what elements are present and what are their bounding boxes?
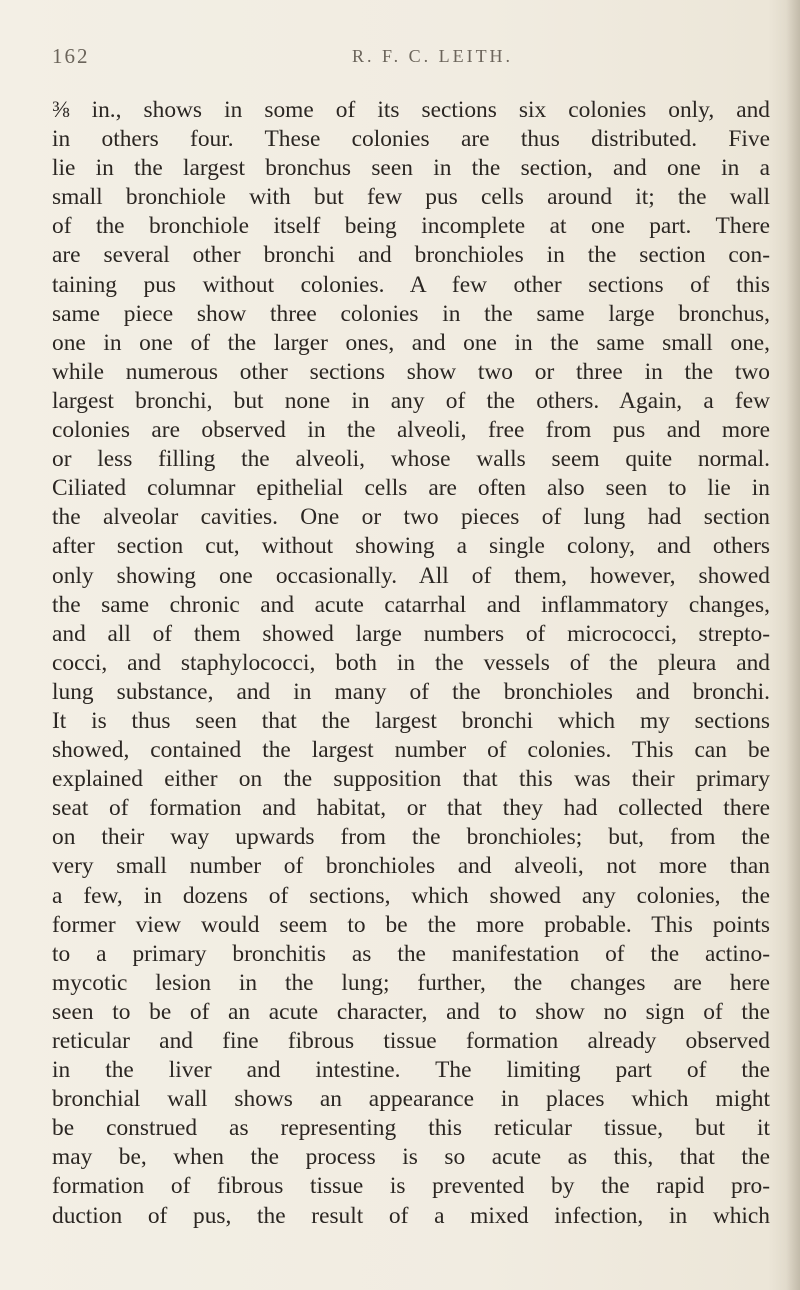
text-line: and all of them showed large numbers of micrococci, strepto- bbox=[52, 620, 770, 647]
text-line: duction of pus, the result of a mixed infection, in which bbox=[52, 1202, 770, 1229]
text-line: reticular and fine fibrous tissue formation already observed bbox=[52, 1028, 770, 1054]
text-line: ⅜ in., shows in some of its sections six colonies only, and bbox=[52, 97, 770, 123]
text-line: colonies are observed in the alveoli, free from pus and more bbox=[52, 417, 770, 444]
text-line: largest bronchi, but none in any of the others. Again, a few bbox=[52, 387, 770, 414]
text-line: of the bronchiole itself being incomplete at one part. There bbox=[52, 213, 770, 240]
text-line: formation of fibrous tissue is prevented by the rapid pro- bbox=[52, 1173, 770, 1200]
text-line: are several other bronchi and bronchioles in the section con- bbox=[52, 242, 770, 269]
text-line: taining pus without colonies. A few other sections of this bbox=[52, 271, 770, 298]
text-line: one in one of the larger ones, and one in the same small one, bbox=[52, 329, 770, 356]
text-line: former view would seem to be the more probable. This points bbox=[52, 911, 770, 938]
text-line: while numerous other sections show two or three in the two bbox=[52, 358, 770, 385]
text-line: the alveolar cavities. One or two pieces of lung had section bbox=[52, 504, 770, 531]
text-line: showed, contained the largest number of colonies. This can be bbox=[52, 737, 770, 764]
text-line: on their way upwards from the bronchioles; but, from the bbox=[52, 824, 770, 851]
text-line: Ciliated columnar epithelial cells are often also seen to lie in bbox=[52, 475, 770, 502]
text-line: It is thus seen that the largest bronchi which my sections bbox=[52, 707, 770, 734]
text-line: to a primary bronchitis as the manifestation of the actino- bbox=[52, 940, 770, 967]
text-line: may be, when the process is so acute as this, that the bbox=[52, 1144, 770, 1171]
text-line: seat of formation and habitat, or that they had collected there bbox=[52, 795, 770, 822]
text-line: bronchial wall shows an appearance in places which might bbox=[52, 1086, 770, 1113]
page-number: 162 bbox=[52, 44, 90, 68]
text-line: only showing one occasionally. All of them, however, showed bbox=[52, 562, 770, 589]
text-line: lie in the largest bronchus seen in the section, and one in a bbox=[52, 155, 770, 182]
text-line: in the liver and intestine. The limiting part of the bbox=[52, 1057, 770, 1084]
text-line: same piece show three colonies in the same large bronchus, bbox=[52, 300, 770, 327]
running-title: R. F. C. LEITH. bbox=[352, 46, 514, 66]
text-line: a few, in dozens of sections, which showed any colonies, the bbox=[52, 882, 770, 909]
text-line: small bronchiole with but few pus cells around it; the wall bbox=[52, 184, 770, 211]
page-edge-shadow bbox=[786, 0, 800, 1290]
running-head bbox=[52, 44, 752, 74]
text-line: the same chronic and acute catarrhal and inflammatory changes, bbox=[52, 591, 770, 618]
text-line: very small number of bronchioles and alveoli, not more than bbox=[52, 853, 770, 880]
text-line: after section cut, without showing a single colony, and others bbox=[52, 533, 770, 560]
text-line: or less filling the alveoli, whose walls seem quite normal. bbox=[52, 446, 770, 473]
body-text bbox=[52, 96, 770, 1231]
text-line: seen to be of an acute character, and to show no sign of the bbox=[52, 998, 770, 1025]
text-line: lung substance, and in many of the bronchioles and bronchi. bbox=[52, 678, 770, 705]
text-line: cocci, and staphylococci, both in the vessels of the pleura and bbox=[52, 649, 770, 676]
text-line: mycotic lesion in the lung; further, the changes are here bbox=[52, 969, 770, 996]
text-line: explained either on the supposition that this was their primary bbox=[52, 766, 770, 793]
text-line: be construed as representing this reticular tissue, but it bbox=[52, 1115, 770, 1142]
text-line: in others four. These colonies are thus distributed. Five bbox=[52, 126, 770, 153]
